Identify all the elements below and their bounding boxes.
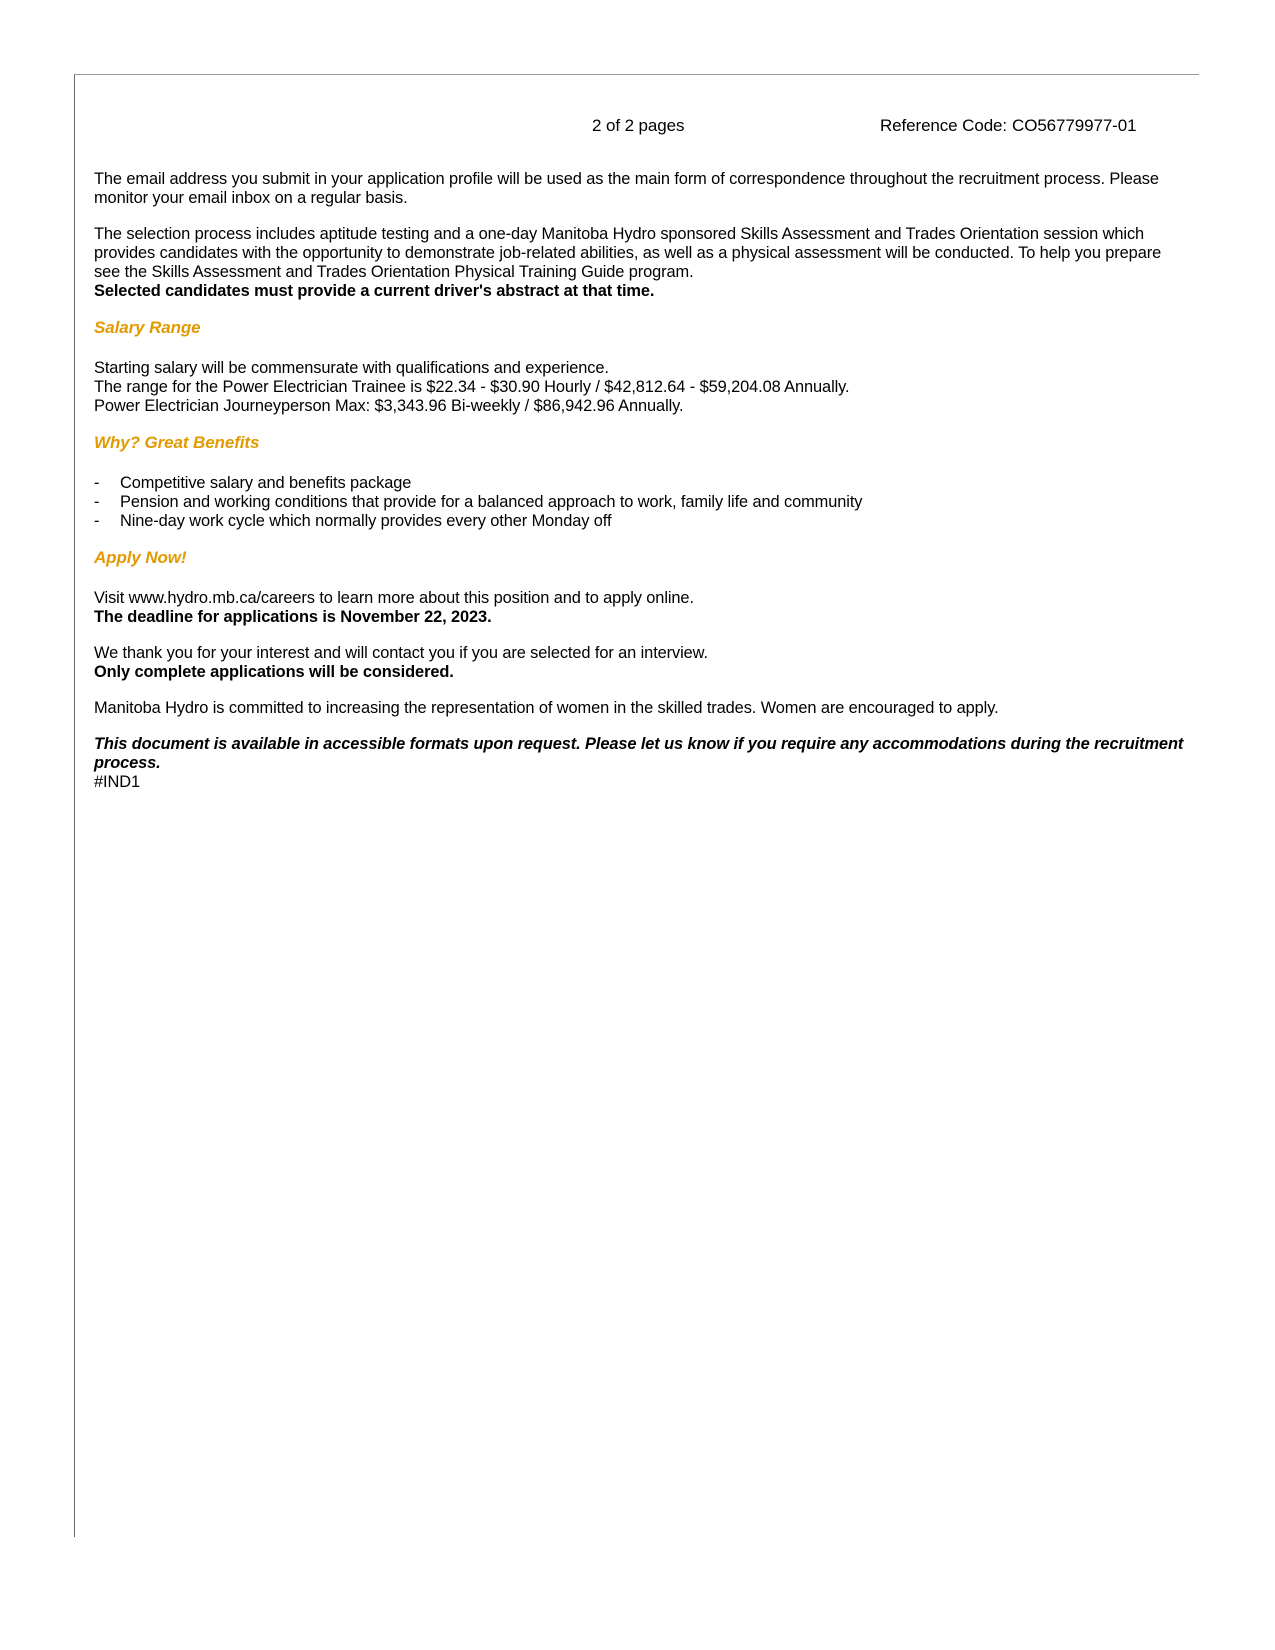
list-item [94, 474, 1184, 493]
benefit-text: Nine-day work cycle which normally provides every other Monday off [120, 512, 612, 530]
apply-deadline: The deadline for applications is November 22, 2023. [94, 608, 492, 626]
benefit-text: Competitive salary and benefits package [120, 474, 412, 492]
list-dash: - [94, 474, 100, 492]
page-count: 2 of 2 pages [592, 116, 685, 135]
list-item [94, 512, 1184, 531]
apply-visit: Visit www.hydro.mb.ca/careers to learn more about this position and to apply online. [94, 589, 694, 607]
reference-value: CO56779977-01 [1012, 116, 1137, 135]
reference-label: Reference Code: [880, 116, 1008, 135]
selection-requirement: Selected candidates must provide a current driver's abstract at that time. [94, 282, 655, 300]
accessibility-statement [94, 735, 1184, 792]
selection-process-text: The selection process includes aptitude testing and a one-day Manitoba Hydro sponsored Skills Assessment and Trades Orientation session which provides candidates with the opportunity to demonstrate job-related abilities, as well as a physical assessment will be conducted. To help you prepare see the Skills Assessment and Trades Orientation Physical Training Guide program. [94, 225, 1162, 281]
salary-line-journeyperson: Power Electrician Journeyperson Max: $3,343.96 Bi-weekly / $86,942.96 Annually. [94, 397, 684, 415]
reference-code [880, 116, 1136, 135]
accessibility-text: This document is available in accessible formats upon request. Please let us know if you require any accommodations during the recruitment process. [94, 735, 1184, 772]
apply-details [94, 589, 1184, 627]
page-header [94, 114, 1184, 138]
salary-details [94, 359, 1184, 416]
selection-process [94, 225, 1184, 301]
document-tag: #IND1 [94, 773, 140, 791]
salary-line-trainee: The range for the Power Electrician Trainee is $22.34 - $30.90 Hourly / $42,812.64 - $59,204.08 Annually. [94, 378, 850, 396]
apply-heading: Apply Now! [94, 548, 187, 567]
complete-applications-notice: Only complete applications will be considered. [94, 663, 454, 681]
list-dash: - [94, 493, 100, 511]
salary-line-starting: Starting salary will be commensurate with qualifications and experience. [94, 359, 609, 377]
interview-notice [94, 644, 1184, 682]
benefits-heading: Why? Great Benefits [94, 433, 260, 452]
email-notice: The email address you submit in your application profile will be used as the main form of correspondence throughout the recruitment process. Please monitor your email inbox on a regular basis. [94, 170, 1159, 207]
interview-thanks: We thank you for your interest and will contact you if you are selected for an interview. [94, 644, 708, 662]
document-content [94, 114, 1184, 809]
list-item [94, 493, 1184, 512]
benefit-text: Pension and working conditions that provide for a balanced approach to work, family life and community [120, 493, 863, 511]
salary-heading: Salary Range [94, 318, 201, 337]
list-dash: - [94, 512, 100, 530]
benefits-list [94, 474, 1184, 531]
representation-statement: Manitoba Hydro is committed to increasing the representation of women in the skilled trades. Women are encouraged to apply. [94, 699, 999, 717]
